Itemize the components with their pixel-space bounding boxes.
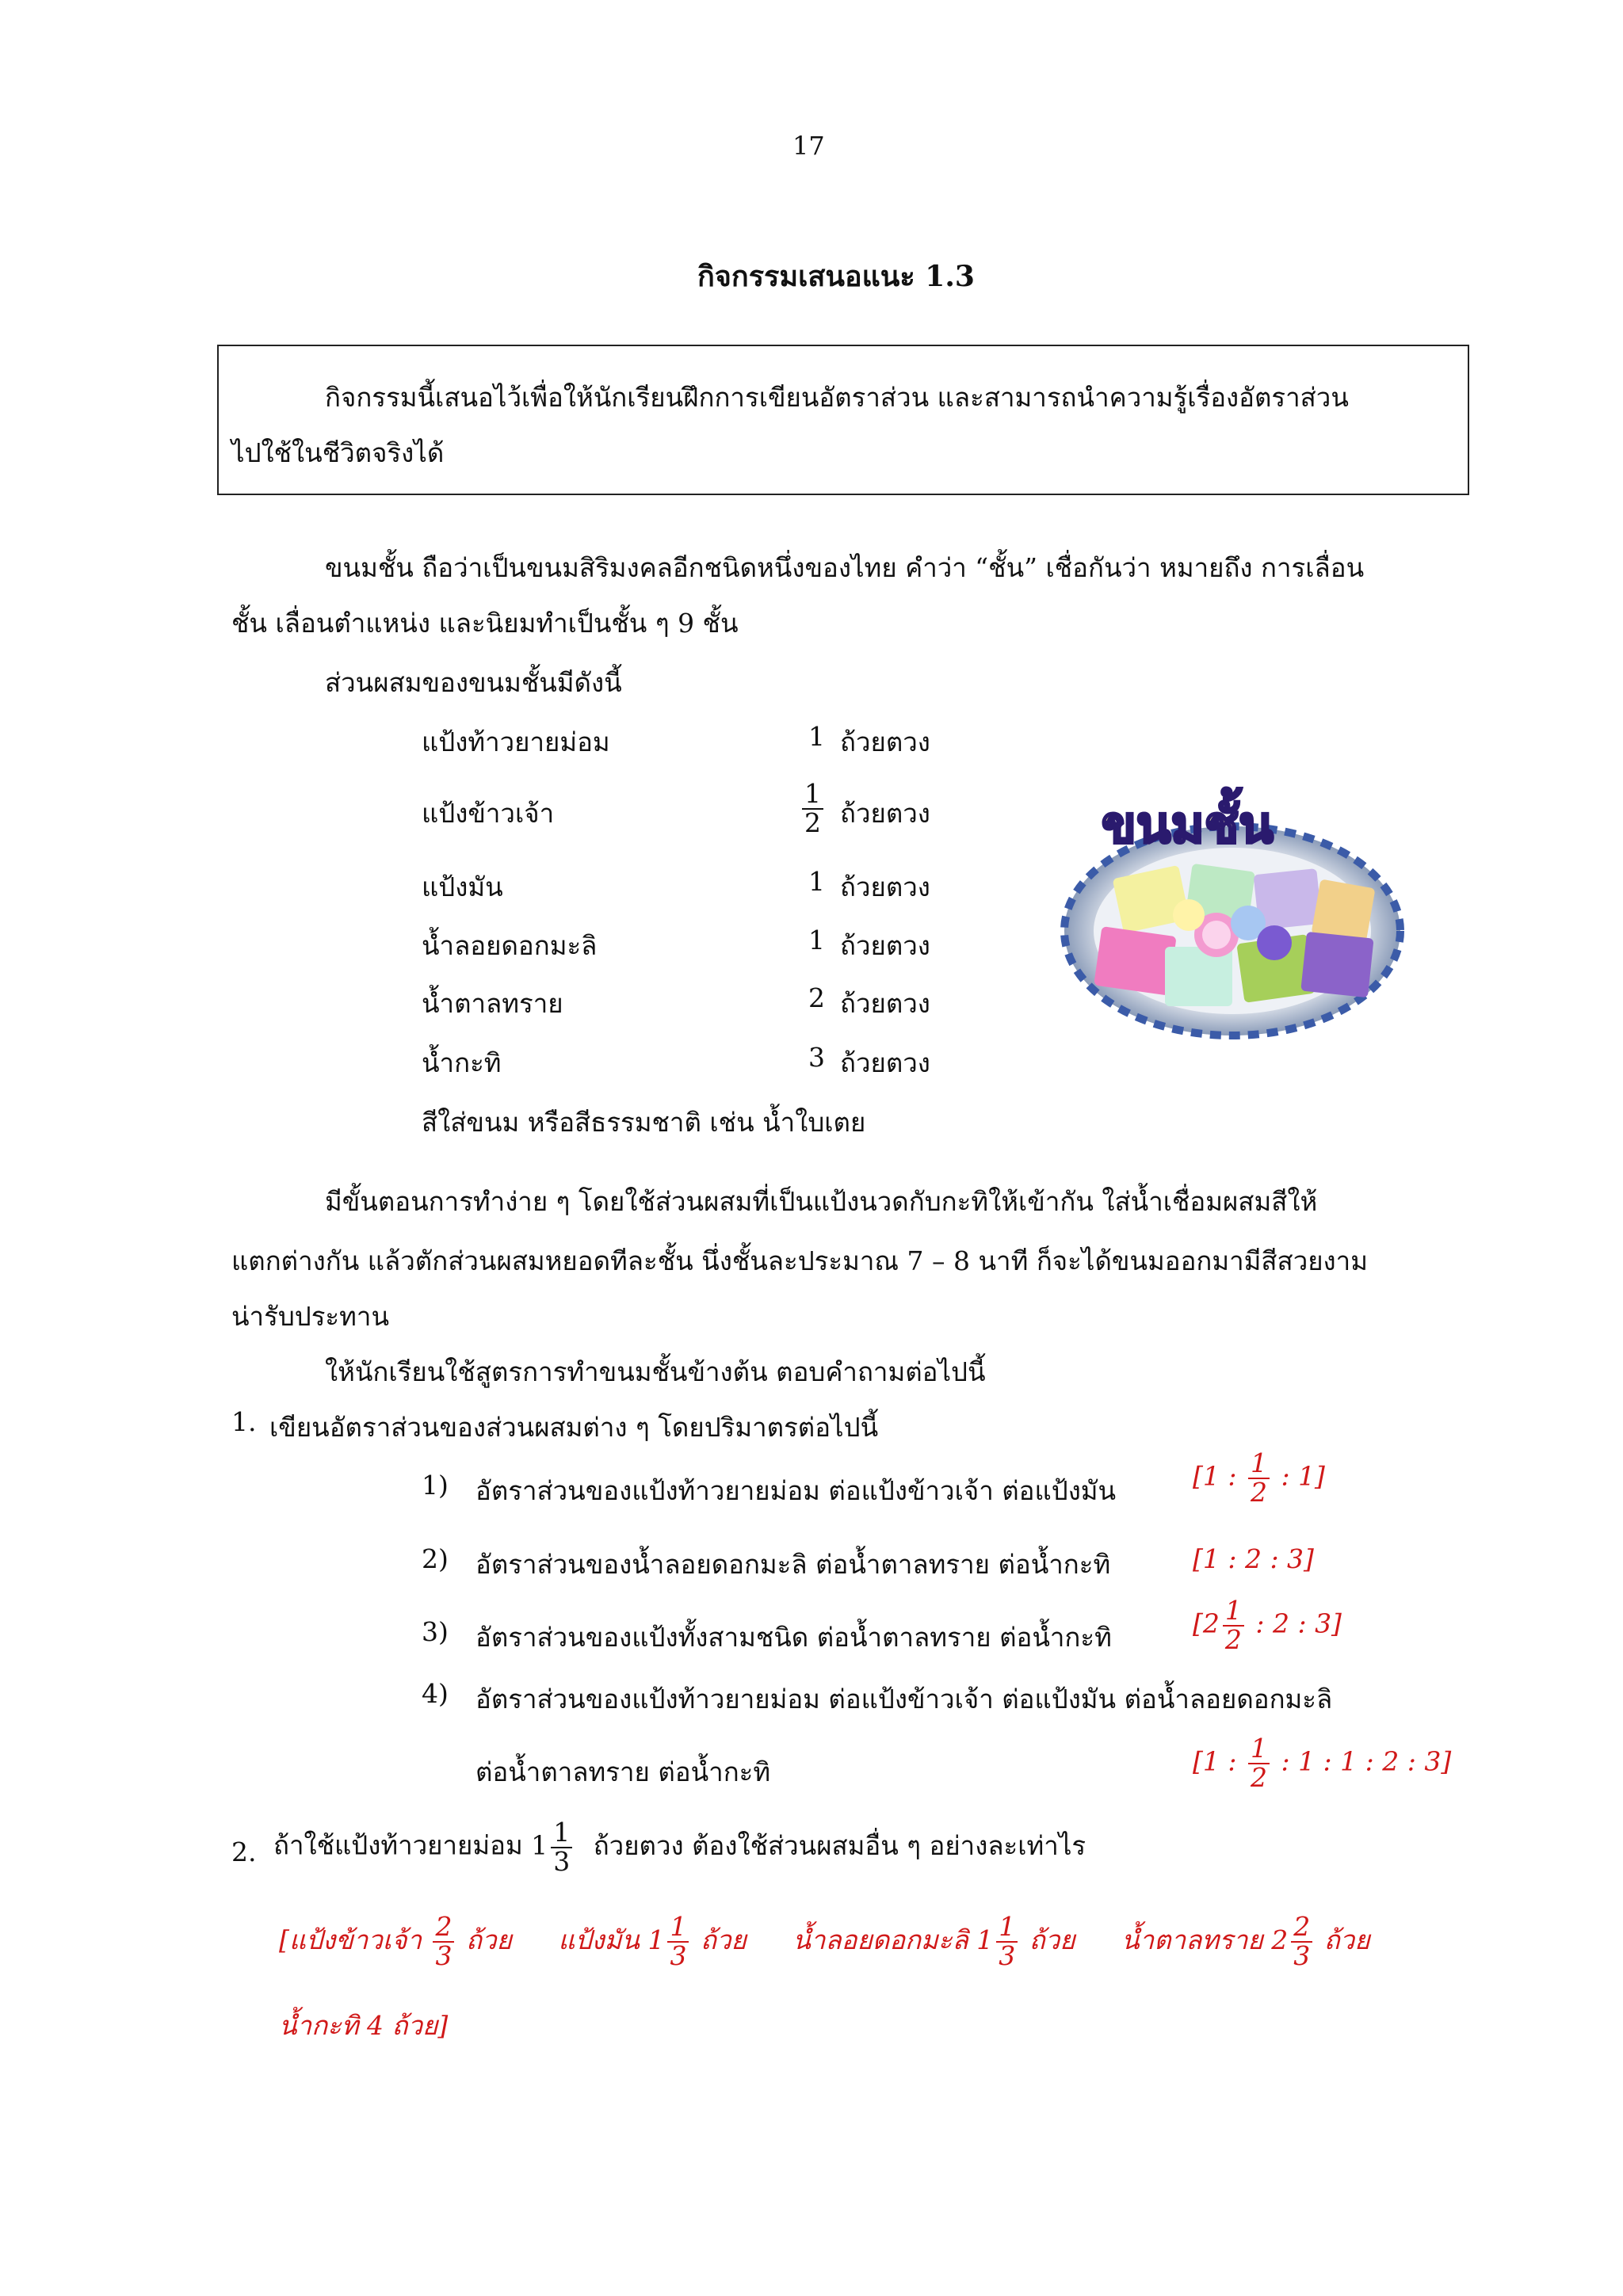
q1-item-number: 4)	[422, 1678, 449, 1709]
q2-answer-item	[792, 1911, 1083, 1971]
q1-text: เขียนอัตราส่วนของส่วนผสมต่าง ๆ โดยปริมาตรต่อไปนี้	[269, 1412, 879, 1443]
q1-item-answer: [1 : 2 : 3]	[1193, 1543, 1314, 1574]
answer-label: [แป้งข้าวเจ้า	[279, 1924, 422, 1955]
q1-item-number: 2)	[422, 1543, 449, 1574]
ingredient-unit: ถ้วยตวง	[840, 727, 930, 757]
ingredient-qty: 2	[808, 982, 825, 1013]
ingredient-unit: ถ้วยตวง	[840, 988, 930, 1019]
fraction-denominator: 3	[999, 1939, 1016, 1971]
procedure-line-2: แตกต่างกัน แล้วตักส่วนผสมหยอดทีละชั้น นึ่งชั้นละประมาณ 7 – 8 นาที ก็จะได้ขนมออกมามีสีสวยงาม	[231, 1245, 1368, 1276]
fraction-numerator: 1	[667, 1913, 689, 1943]
fraction-numerator: 1	[802, 780, 823, 810]
q1-item-answer	[1193, 1735, 1451, 1791]
ingredient-qty-fraction	[799, 780, 827, 837]
ingredient-unit: ถ้วยตวง	[840, 798, 930, 829]
ingredient-name: แป้งข้าวเจ้า	[422, 798, 555, 829]
page-title: กิจกรรมเสนอแนะ 1.3	[697, 260, 975, 293]
ingredient-unit: ถ้วยตวง	[840, 1047, 930, 1078]
instruction: ให้นักเรียนใช้สูตรการทำขนมชั้นข้างต้น ตอบคำถามต่อไปนี้	[325, 1356, 986, 1387]
fraction-numerator: 1	[1248, 1735, 1270, 1764]
ingredient-unit: ถ้วยตวง	[840, 871, 930, 902]
q2-answer-line-2: น้ำกะทิ 4 ถ้วย]	[279, 2010, 449, 2041]
ingredient-qty: 3	[808, 1042, 825, 1073]
fraction-denominator: 2	[1250, 1761, 1267, 1793]
q1-item-answer	[1193, 1447, 1325, 1508]
answer-label: น้ำตาลทราย 2	[1121, 1924, 1289, 1955]
q1-item-number: 1)	[422, 1470, 449, 1501]
fraction-denominator: 2	[1224, 1623, 1242, 1655]
fraction-numerator: 1	[996, 1913, 1018, 1943]
q1-item-text: อัตราส่วนของแป้งทั้งสามชนิด ต่อน้ำตาลทราย ต่อน้ำกะทิ	[475, 1622, 1112, 1653]
answer-label: น้ำลอยดอกมะลิ 1	[792, 1924, 994, 1955]
q1-item-text: อัตราส่วนของน้ำลอยดอกมะลิ ต่อน้ำตาลทราย ต่อน้ำกะทิ	[475, 1549, 1111, 1580]
q1-item-number: 3)	[422, 1616, 449, 1647]
ingredient-name: แป้งมัน	[422, 871, 503, 902]
answer-prefix: [2	[1193, 1608, 1220, 1639]
answer-unit: ถ้วย	[1323, 1924, 1370, 1955]
fraction-denominator: 2	[804, 807, 821, 838]
q2-number: 2.	[231, 1836, 257, 1867]
q1-item-text: อัตราส่วนของแป้งท้าวยายม่อม ต่อแป้งข้าวเจ้า ต่อแป้งมัน	[475, 1475, 1117, 1506]
page-number: 17	[792, 131, 825, 161]
ingredient-name: น้ำตาลทราย	[422, 988, 563, 1019]
objective-line-2: ไปใช้ในชีวิตจริงได้	[231, 437, 445, 468]
fraction-denominator: 3	[553, 1845, 571, 1877]
ingredient-name: น้ำกะทิ	[422, 1047, 502, 1078]
answer-prefix: [1 :	[1193, 1745, 1245, 1777]
q2-answer	[279, 1913, 1370, 1970]
ingredient-qty: 1	[808, 925, 825, 955]
ingredient-qty: 1	[808, 866, 825, 897]
khanom-chan-image	[1054, 776, 1411, 1046]
fraction-numerator: 2	[433, 1913, 454, 1943]
ingredient-qty: 1	[808, 721, 825, 752]
q2-text-post: ถ้วยตวง ต้องใช้ส่วนผสมอื่น ๆ อย่างละเท่าไร	[593, 1829, 1086, 1861]
fraction-numerator: 1	[551, 1819, 572, 1848]
coloring-note: สีใส่ขนม หรือสีธรรมชาติ เช่น น้ำใบเตย	[422, 1107, 866, 1138]
q2-answer-item	[558, 1911, 754, 1971]
fraction-denominator: 3	[435, 1939, 453, 1971]
q2-text-pre: ถ้าใช้แป้งท้าวยายม่อม 1	[273, 1829, 548, 1861]
fraction-denominator: 3	[670, 1939, 687, 1971]
answer-unit: ถ้วย	[700, 1924, 747, 1955]
q2-answer-item	[1121, 1911, 1370, 1971]
q1-number: 1.	[231, 1406, 257, 1437]
answer-unit: ถ้วย	[1029, 1924, 1075, 1955]
answer-suffix: : 1]	[1272, 1460, 1325, 1492]
ingredient-unit: ถ้วยตวง	[840, 930, 930, 961]
intro-line-1: ขนมชั้น ถือว่าเป็นขนมสิริมงคลอีกชนิดหนึ่งของไทย คำว่า “ชั้น” เชื่อกันว่า หมายถึง การเลื่อน	[325, 552, 1365, 583]
ingredient-name: แป้งท้าวยายม่อม	[422, 727, 610, 757]
intro-line-2: ชั้น เลื่อนตำแหน่ง และนิยมทำเป็นชั้น ๆ 9 ชั้น	[231, 608, 739, 639]
answer-suffix: : 2 : 3]	[1247, 1608, 1342, 1639]
answer-suffix: : 1 : 1 : 2 : 3]	[1272, 1745, 1452, 1777]
answer-unit: ถ้วย	[465, 1924, 512, 1955]
fraction-numerator: 2	[1291, 1913, 1312, 1943]
fraction-denominator: 2	[1250, 1476, 1267, 1508]
answer-label: แป้งมัน 1	[558, 1924, 665, 1955]
procedure-line-3: น่ารับประทาน	[231, 1301, 389, 1332]
q2-answer-item	[279, 1911, 520, 1971]
image-caption: ขนมชั้น	[1102, 795, 1274, 855]
answer-prefix: [1 :	[1193, 1460, 1245, 1492]
procedure-line-1: มีขั้นตอนการทำง่าย ๆ โดยใช้ส่วนผสมที่เป็นแป้งนวดกับกะทิให้เข้ากัน ใส่น้ำเชื่อมผสมสีให้	[325, 1186, 1318, 1217]
ingredients-heading: ส่วนผสมของขนมชั้นมีดังนี้	[325, 667, 622, 698]
fraction-denominator: 3	[1293, 1939, 1311, 1971]
fraction-numerator: 1	[1223, 1597, 1244, 1627]
fraction-numerator: 1	[1248, 1450, 1270, 1479]
objective-line-1: กิจกรรมนี้เสนอไว้เพื่อให้นักเรียนฝึกการเขียนอัตราส่วน และสามารถนำความรู้เรื่องอัตราส่วน	[325, 382, 1349, 413]
q1-item-text-continued: ต่อน้ำตาลทราย ต่อน้ำกะทิ	[475, 1756, 771, 1787]
q2-text	[273, 1819, 1086, 1875]
q1-item-text: อัตราส่วนของแป้งท้าวยายม่อม ต่อแป้งข้าวเจ้า ต่อแป้งมัน ต่อน้ำลอยดอกมะลิ	[475, 1684, 1333, 1714]
q1-item-answer	[1193, 1597, 1342, 1653]
ingredient-name: น้ำลอยดอกมะลิ	[422, 930, 598, 961]
